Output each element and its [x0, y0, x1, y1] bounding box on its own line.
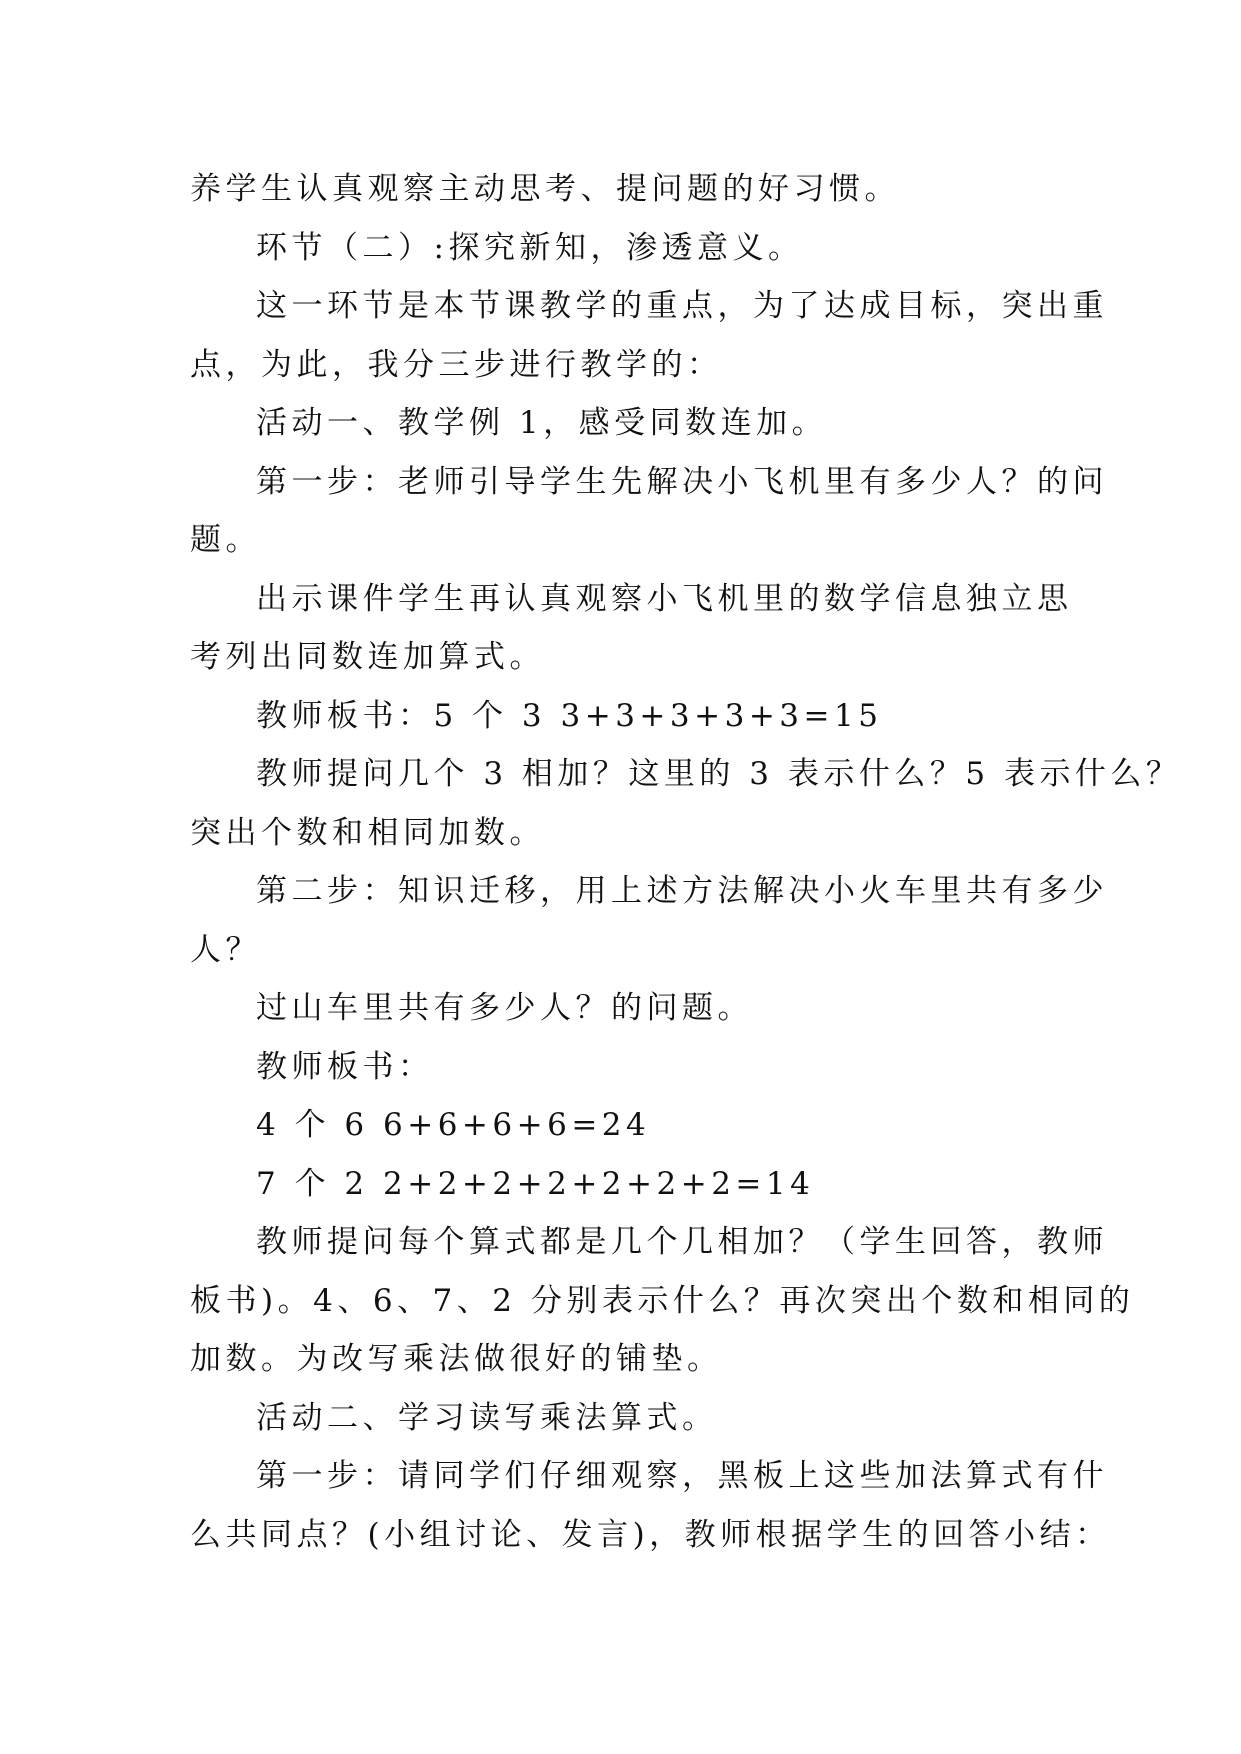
text-line: 活动二、学习读写乘法算式。	[256, 1399, 718, 1436]
text-line: 教师提问几个 3 相加？这里的 3 表示什么？5 表示什么？	[256, 756, 1182, 792]
text-line: 教师板书：5 个 3 3+3+3+3+3=15	[256, 697, 883, 734]
text-line: 人？	[190, 931, 261, 968]
text-line: 过山车里共有多少人？的问题。	[256, 990, 753, 1026]
document-body	[190, 160, 1182, 1564]
text-line: 出示课件学生再认真观察小飞机里的数学信息独立思	[256, 580, 1073, 617]
text-line: 第一步：请同学们仔细观察，黑板上这些加法算式有什	[256, 1458, 1108, 1494]
text-line: 突出个数和相同加数。	[190, 814, 545, 851]
text-line: 题。	[190, 522, 261, 558]
text-line: 加数。为改写乘法做很好的铺垫。	[190, 1341, 723, 1377]
text-line: 点，为此，我分三步进行教学的：	[190, 346, 723, 383]
text-line: 第二步：知识迁移，用上述方法解决小火车里共有多少	[256, 873, 1108, 909]
text-line: 第一步：老师引导学生先解决小飞机里有多少人？的问	[256, 463, 1108, 500]
text-line: 教师板书：	[256, 1048, 434, 1085]
text-line: 活动一、教学例 1，感受同数连加。	[256, 405, 828, 441]
text-line: 7 个 2 2+2+2+2+2+2+2=14	[256, 1165, 815, 1202]
text-line: 养学生认真观察主动思考、提问题的好习惯。	[190, 171, 900, 207]
text-line: 么共同点？(小组讨论、发言)，教师根据学生的回答小结：	[190, 1516, 1111, 1553]
text-line: 环节（二）:探究新知，渗透意义。	[256, 229, 804, 266]
text-line: 考列出同数连加算式。	[190, 639, 545, 675]
text-line: 教师提问每个算式都是几个几相加？（学生回答，教师	[256, 1224, 1108, 1260]
text-line: 这一环节是本节课教学的重点，为了达成目标，突出重	[256, 288, 1108, 324]
text-line: 4 个 6 6+6+6+6=24	[256, 1107, 651, 1143]
text-line: 板书)。4、6、7、2 分别表示什么？再次突出个数和相同的	[190, 1282, 1135, 1319]
